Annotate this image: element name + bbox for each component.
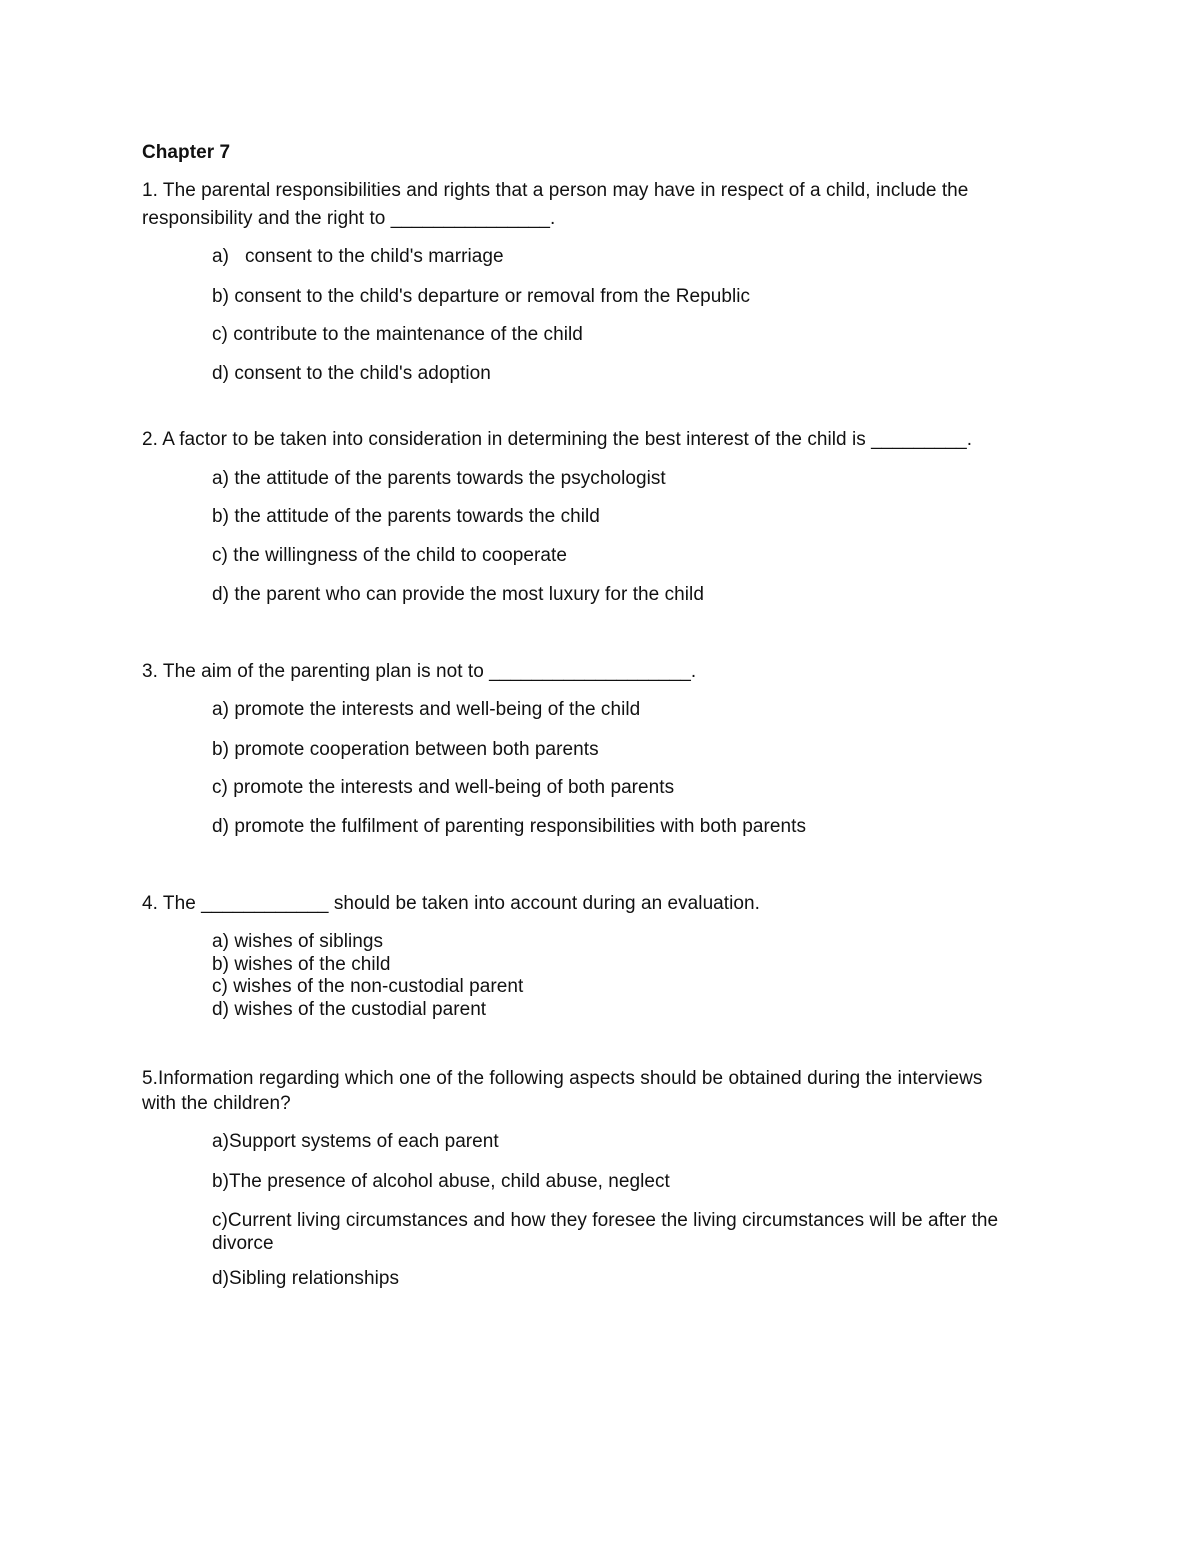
question-5-stem-line-2: with the children?	[142, 1093, 291, 1114]
question-5-option-b: b)The presence of alcohol abuse, child abuse, neglect	[212, 1171, 670, 1192]
question-1-stem-line-1: 1. The parental responsibilities and rights that a person may have in respect of a child, include the	[142, 180, 969, 201]
question-4-stem-line-1: 4. The ____________ should be taken into account during an evaluation.	[142, 893, 760, 914]
question-1-stem-line-2: responsibility and the right to _______________.	[142, 208, 556, 229]
question-2-option-c: c) the willingness of the child to cooperate	[212, 545, 567, 566]
question-2-option-a: a) the attitude of the parents towards the psychologist	[212, 468, 666, 489]
question-2-stem-line-1: 2. A factor to be taken into consideration in determining the best interest of the child is _________.	[142, 429, 973, 450]
question-5-stem-line-1: 5.Information regarding which one of the following aspects should be obtained during the interviews	[142, 1068, 983, 1089]
question-2-option-b: b) the attitude of the parents towards the child	[212, 506, 600, 527]
question-1-option-b: b) consent to the child's departure or removal from the Republic	[212, 286, 751, 307]
question-1-option-a: a) consent to the child's marriage	[212, 246, 504, 267]
question-5-option-c-line-1: c)Current living circumstances and how they foresee the living circumstances will be after the	[212, 1210, 999, 1231]
question-1-option-c: c) contribute to the maintenance of the child	[212, 324, 583, 345]
question-3-stem-line-1: 3. The aim of the parenting plan is not to ___________________.	[142, 661, 697, 682]
question-1-option-d: d) consent to the child's adoption	[212, 363, 491, 384]
question-4-option-b: b) wishes of the child	[212, 954, 391, 975]
question-5-option-c-line-2: divorce	[212, 1233, 274, 1254]
question-5-option-d: d)Sibling relationships	[212, 1268, 400, 1289]
question-4-option-a: a) wishes of siblings	[212, 931, 384, 952]
question-3-option-c: c) promote the interests and well-being of both parents	[212, 777, 675, 798]
question-3-option-a: a) promote the interests and well-being of the child	[212, 699, 641, 720]
question-4-option-c: c) wishes of the non-custodial parent	[212, 976, 524, 997]
question-2-option-d: d) the parent who can provide the most luxury for the child	[212, 584, 704, 605]
question-4-option-d: d) wishes of the custodial parent	[212, 999, 487, 1020]
question-3-option-d: d) promote the fulfilment of parenting responsibilities with both parents	[212, 816, 807, 837]
chapter-title: Chapter 7	[142, 142, 231, 163]
question-3-option-b: b) promote cooperation between both parents	[212, 739, 599, 760]
question-5-option-a: a)Support systems of each parent	[212, 1131, 499, 1152]
